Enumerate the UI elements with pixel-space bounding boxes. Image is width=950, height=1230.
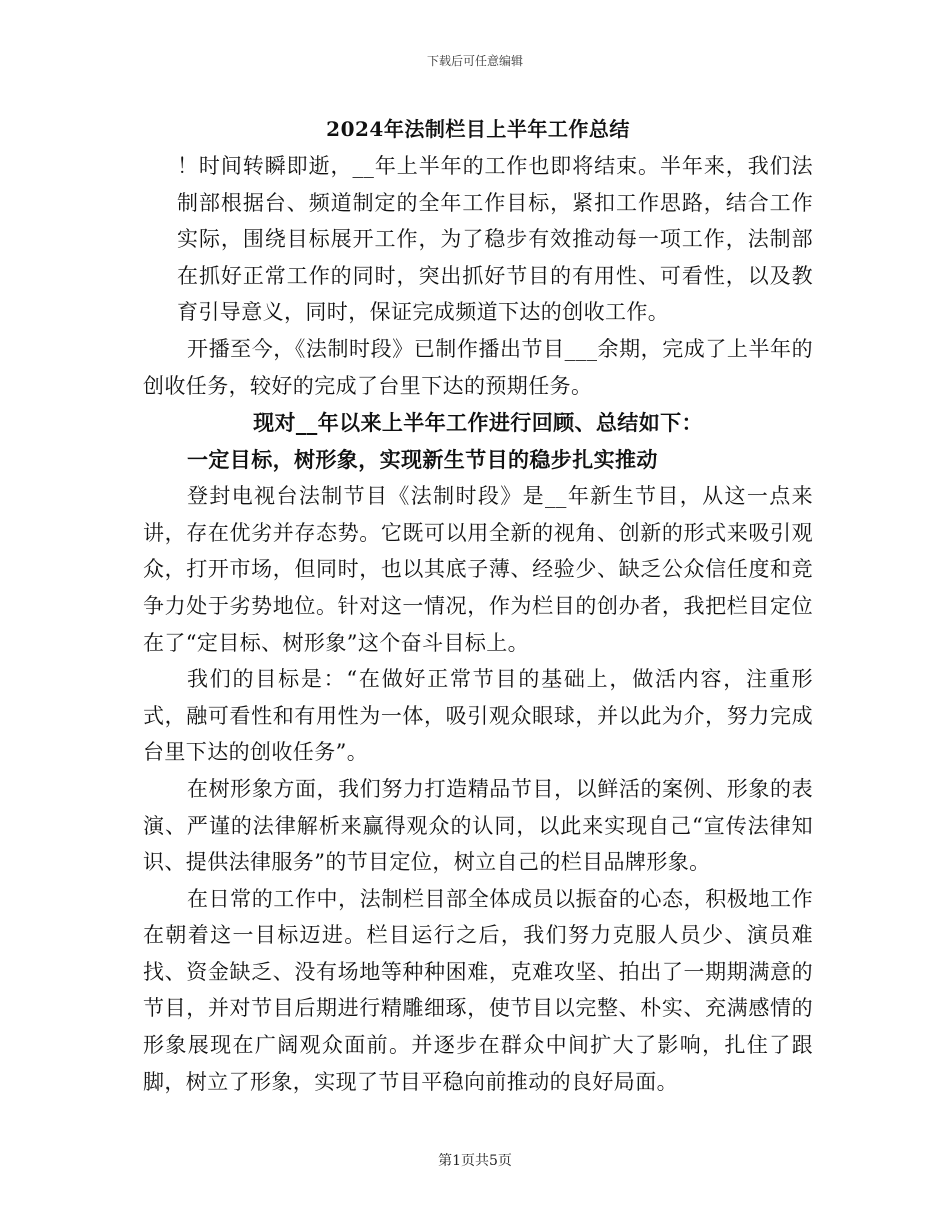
review-heading: 现对__年以来上半年工作进行回顾、总结如下：: [253, 410, 703, 436]
document-title: 2024年法制栏目上半年工作总结: [326, 117, 630, 141]
page-header: 下载后可任意编辑: [426, 54, 523, 68]
section-paragraph: 在树形象方面，我们努力打造精品节目，以鲜活的案例、形象的表演、严谨的法律解析来赢得观众的认同，以此来实现自己“宣传法律知识、提供法律服务”的节目定位，树立自己的栏目品牌形象。: [143, 776, 813, 875]
section-heading: 一定目标，树形象，实现新生节目的稳步扎实推动: [187, 447, 658, 473]
document-body: [143, 112, 813, 1100]
broadcast-paragraph: 开播至今，《法制时段》已制作播出节目___余期，完成了上半年的创收任务，较好的完成了台里下达的预期任务。: [143, 336, 813, 398]
section-paragraph: 我们的目标是：“在做好正常节目的基础上，做活内容，注重形式，融可看性和有用性为一体，吸引观众眼球，并以此为介，努力完成台里下达的创收任务”。: [143, 667, 813, 765]
section-paragraph: 在日常的工作中，法制栏目部全体成员以振奋的心态，积极地工作在朝着这一目标迈进。栏目运行之后，我们努力克服人员少、演员难找、资金缺乏、没有场地等种种困难，克难攻坚、拍出了一期期满意的节目，并对节目后期进行精雕细琢，使节目以完整、朴实、充满感情的形象展现在广阔观众面前。并逐步在群众中间扩大了影响，扎住了跟脚，树立了形象，实现了节目平稳向前推动的良好局面。: [143, 886, 813, 1094]
section-paragraph: 登封电视台法制节目《法制时段》是__年新生节目，从这一点来讲，存在优劣并存态势。它既可以用全新的视角、创新的形式来吸引观众，打开市场，但同时，也以其底子薄、经验少、缺乏公众信任度和竞争力处于劣势地位。针对这一情况，作为栏目的创办者，我把栏目定位在了“定目标、树形象”这个奋斗目标上。: [143, 484, 813, 655]
page-indicator: 第1页共5页: [438, 1153, 512, 1169]
intro-paragraph: ！时间转瞬即逝，__年上半年的工作也即将结束。半年来，我们法制部根据台、频道制定的全年工作目标，紧扣工作思路，结合工作实际，围绕目标展开工作，为了稳步有效推动每一项工作，法制部在抓好正常工作的同时，突出抓好节目的有用性、可看性，以及教育引导意义，同时，保证完成频道下达的创收工作。: [177, 154, 813, 325]
